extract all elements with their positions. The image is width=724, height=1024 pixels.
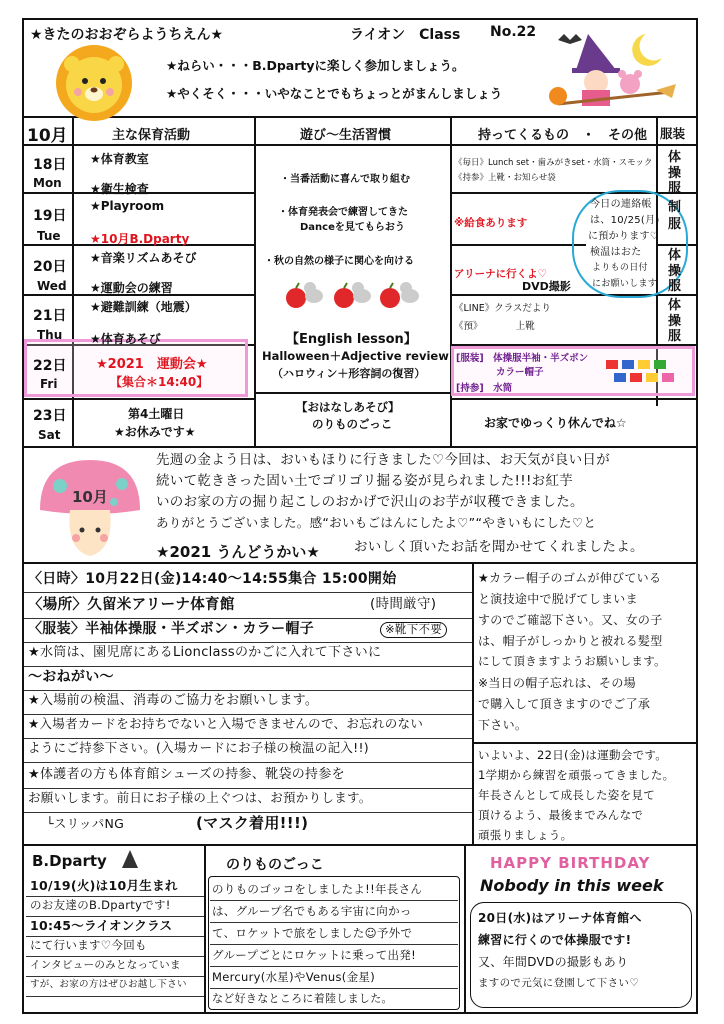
story-play-name: のりものごっこ <box>312 417 393 431</box>
bring-line-note: 《LINE》クラスだより <box>454 303 551 314</box>
header-month: 10月 <box>27 126 68 146</box>
issue-number: No.22 <box>490 24 537 40</box>
bring-fri-cap: カラー帽子 <box>496 367 544 378</box>
bring-mon-carry: 《持参》上靴・お知らせ袋 <box>454 173 556 183</box>
play-item-4: ・秋の自然の様子に関心を向ける <box>264 256 414 267</box>
closing-note-3: 年長さんとして成長した姿を見て <box>478 788 655 802</box>
day-19-act-2: ★10月B.Dparty <box>90 232 190 246</box>
report-line-5: おいしく頂いたお話を聞かせてくれましたよ。 <box>354 539 644 555</box>
day-23-act-2: ★お休みです★ <box>114 425 196 439</box>
day-20-act-1: ★音楽リズムあそび <box>90 251 197 265</box>
event-request-4: ★体護者の方も体育館シューズの持参、靴袋の持参を <box>28 767 345 782</box>
norimono-line-5: Mercury(水星)やVenus(金星) <box>212 970 375 984</box>
birthday-line-2: 練習に行くので体操服です! <box>478 933 632 947</box>
closing-note-1: いよいよ、22日(金)は運動会です。 <box>478 748 668 762</box>
play-item-2: ・体育発表会で練習してきた <box>278 207 408 218</box>
memo-line-4: 検温はおた <box>590 247 642 258</box>
memo-line-6: にお願いします <box>592 279 658 289</box>
mice-apples-illustration <box>282 270 432 312</box>
lion-illustration <box>48 42 140 124</box>
bdparty-line-6: すが、お家の方はぜひお越し下さい <box>30 979 187 990</box>
promise-text: ★やくそく・・・いやなことでもちょっとがまんしましょう <box>166 86 503 101</box>
report-line-2: 続いて乾ききった固い土でゴリゴリ掘る姿が見られました!!!お紅芋 <box>156 473 574 489</box>
clothes-mon: 体操服 <box>668 150 682 197</box>
bring-kept-note: 《預》 上靴 <box>454 321 535 332</box>
mushroom-label: 10月 <box>72 488 108 506</box>
day-23-act-1: 第4土曜日 <box>128 407 185 421</box>
english-lesson-line-1: Halloween＋Adjective review <box>262 349 449 363</box>
event-water-note: ★水筒は、園児席にあるLionclassのかごに入れて下さいに <box>28 645 382 660</box>
school-name: ★きたのおおぞらようちえん★ <box>30 27 224 43</box>
day-21-act-1: ★避難訓練（地震） <box>90 300 197 314</box>
clothes-tue: 制服 <box>668 200 682 232</box>
memo-line-2: は、10/25(月) <box>590 215 660 226</box>
bring-arena-note: アリーナに行くよ♡ <box>454 268 547 280</box>
closing-note-2: 1学期から練習を頑張ってきました。 <box>478 768 675 782</box>
clothes-thu: 体操服 <box>668 298 682 345</box>
birthday-line-4: ますので元気に登園して下さい♡ <box>478 977 639 989</box>
day-21-date: 21日 <box>33 308 67 324</box>
norimono-title: のりものごっこ <box>226 857 324 873</box>
report-line-1: 先週の金よう日は、おいもほりに行きました♡今回は、お天気が良い日が <box>156 452 611 468</box>
event-place: 〈場所〉久留米アリーナ体育館 <box>28 597 235 613</box>
norimono-line-1: のりものゴッコをしましたよ!!年長さん <box>212 882 423 896</box>
cap-note-2: と演技途中で脱げてしまいま <box>478 592 638 606</box>
clothes-wed: 体操服 <box>668 248 682 295</box>
cap-note-1: ★カラー帽子のゴムが伸びている <box>478 571 662 585</box>
event-clothes: 〈服装〉半袖体操服・半ズボン・カラー帽子 <box>28 621 314 637</box>
norimono-box <box>208 876 460 1010</box>
norimono-line-2: は、グループ名でもある宇宙に向かっ <box>212 904 412 918</box>
birthday-subtitle: Nobody in this week <box>480 876 664 895</box>
play-item-1: ・当番活動に喜んで取り組む <box>280 174 410 185</box>
norimono-line-3: て、ロケットで旅をしました☺予外で <box>212 926 413 940</box>
header-main-activity: 主な保育活動 <box>112 128 191 143</box>
memo-line-1: 今日の連絡帳 <box>590 199 652 210</box>
birthday-title: HAPPY BIRTHDAY <box>490 854 651 872</box>
event-request-2: ★入場者カードをお持ちでないと入場できませんので、お忘れのない <box>28 716 424 731</box>
event-mask-note: (マスク着用!!!) <box>196 814 309 832</box>
birthday-line-1: 20日(水)はアリーナ体育館へ <box>478 911 642 925</box>
mushroom-illustration <box>30 452 150 562</box>
memo-line-3: に預かります♡ <box>588 231 660 242</box>
bdparty-line-3: 10:45～ライオンクラス <box>30 918 173 933</box>
day-22-date: 22日 <box>33 358 67 374</box>
event-datetime: 〈日時〉10月22日(金)14:40～14:55集合 15:00開始 <box>28 571 397 587</box>
day-19-weekday: Tue <box>37 229 61 243</box>
party-hat-icon <box>122 850 138 868</box>
bdparty-line-4: にて行います♡今回も <box>30 938 147 952</box>
header-play: 遊び～生活習慣 <box>300 128 392 143</box>
header-clothes: 服装 <box>660 126 686 141</box>
day-18-weekday: Mon <box>33 176 62 190</box>
play-item-3: Danceを見てもらおう <box>300 222 405 233</box>
bdparty-line-5: インタビューのみとなっていま <box>30 959 181 971</box>
day-18-date: 18日 <box>33 157 67 173</box>
bring-dvd-note: DVD撮影 <box>522 280 571 293</box>
closing-note-5: 頑張りましょう。 <box>478 828 573 842</box>
cap-note-7: で購入して頂きますのでご了承 <box>478 697 651 711</box>
event-request-3: ようにご持参下さい。(入場カードにお子様の検温の記入!!) <box>28 740 369 755</box>
event-request-1: ★入場前の検温、消毒のご協力をお願いします。 <box>28 693 319 708</box>
aim-text: ★ねらい・・・B.Dpartyに楽しく参加しましょう。 <box>166 58 465 73</box>
cap-note-4: は、帽子がしっかりと被れる髪型 <box>478 634 663 648</box>
event-slipper-note: └スリッパNG <box>46 816 125 831</box>
bdparty-title: B.Dparty <box>32 852 107 870</box>
bring-sat-note: お家でゆっくり休んでね☆ <box>484 416 627 430</box>
report-line-4: ありがとうございました。感“おいもごはんにしたよ♡”“やきいもにした♡と <box>156 515 597 530</box>
cap-note-6: ※当日の帽子忘れは、その場 <box>478 676 636 690</box>
norimono-line-4: グループごとにロケットに乗って出発! <box>212 948 417 962</box>
day-22-act-2: 【集合＊14:40】 <box>110 375 209 389</box>
story-play-title: 【おはなしあそび】 <box>296 400 400 414</box>
bring-mon-daily: 《毎日》Lunch set・歯みがきset・水筒・スモック <box>454 158 653 168</box>
day-21-act-2: ★体育あそび <box>90 332 161 346</box>
bring-lunch-note: ※給食あります <box>454 217 528 229</box>
day-20-weekday: Wed <box>37 279 67 293</box>
event-request-5: お願いします。前日にお子様の上ぐつは、お預かりします。 <box>28 790 372 805</box>
event-time-strict: (時間厳守) <box>370 596 437 612</box>
cap-note-8: 下さい。 <box>478 718 528 732</box>
day-19-date: 19日 <box>33 208 67 224</box>
day-20-date: 20日 <box>33 259 67 275</box>
header-bring: 持ってくるもの ・ その他 <box>478 128 648 143</box>
day-22-act-1: ★2021 運動会★ <box>96 357 208 372</box>
day-22-weekday: Fri <box>40 377 58 391</box>
flags-icon <box>604 356 680 386</box>
undokai-heading: ★2021 うんどうかい★ <box>156 543 320 561</box>
event-request-title: ～おねがい～ <box>28 669 114 685</box>
norimono-line-6: など好きなところに着陸しました。 <box>212 992 393 1005</box>
halloween-witch-illustration <box>538 26 688 112</box>
day-23-date: 23日 <box>33 408 67 424</box>
birthday-line-3: 又、年間DVDの撮影もあり <box>478 955 629 969</box>
day-18-act-2: ★衛生検査 <box>90 182 149 196</box>
bdparty-line-1: 10/19(火)は10月生まれ <box>30 878 178 893</box>
class-name: ライオン Class <box>350 27 461 43</box>
memo-line-5: よりもの日付 <box>592 263 648 273</box>
report-line-3: いのお家の方の掘り起こしのおかげで沢山のお芋が収穫できました。 <box>156 494 584 510</box>
event-socks-note: ※靴下不要 <box>380 622 447 638</box>
english-lesson-line-2: （ハロウィン＋形容詞の復習） <box>272 367 426 380</box>
closing-note-4: 頂けるよう、最後までみんなで <box>478 808 644 822</box>
day-18-act-1: ★体育教室 <box>90 152 149 166</box>
english-lesson-title: 【English lesson】 <box>286 332 417 347</box>
bring-fri-clothes: [服装] 体操服半袖・半ズボン <box>456 353 589 364</box>
day-23-weekday: Sat <box>38 428 61 442</box>
bdparty-line-2: のお友達のB.Dpartyです! <box>30 898 171 912</box>
day-21-weekday: Thu <box>37 328 63 342</box>
cap-note-3: すのでご確認下さい。又、女の子 <box>478 613 663 627</box>
bring-fri-carry: [持参] 水筒 <box>456 383 513 394</box>
cap-note-5: にして頂きますようお願いします。 <box>478 654 666 668</box>
day-19-act-1: ★Playroom <box>90 199 165 213</box>
day-20-act-2: ★運動会の練習 <box>90 281 173 295</box>
